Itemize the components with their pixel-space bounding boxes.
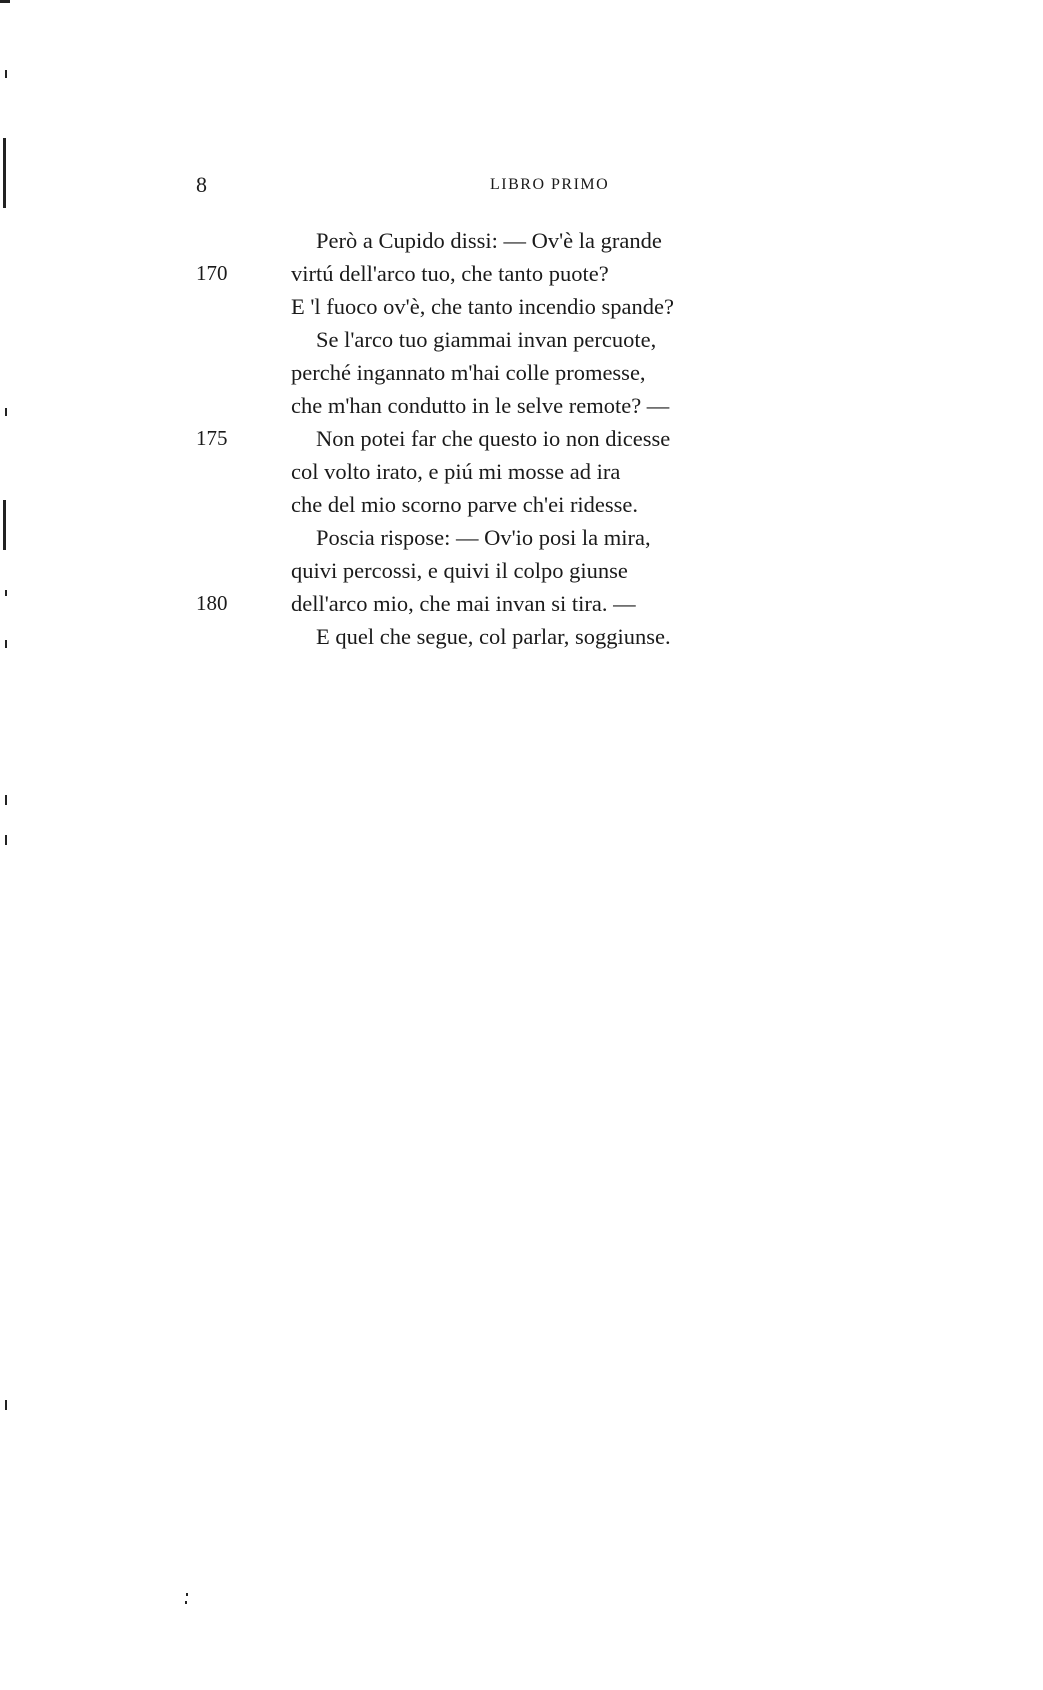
scan-mark [5,640,7,648]
verse-line [0,327,1043,360]
verse-text: Però a Cupido dissi: — Ov'è la grande [316,228,662,253]
scan-mark [186,1593,188,1596]
verse-line [0,294,1043,327]
scan-mark [5,835,7,845]
verse-text: quivi percossi, e quivi il colpo giunse [291,558,628,583]
verse-text: E quel che segue, col parlar, soggiunse. [316,624,671,649]
verse-line [0,261,1043,294]
scan-mark [5,408,7,416]
verse-line [0,393,1043,426]
verse-line [0,492,1043,525]
verse-line [0,228,1043,261]
line-number: 175 [196,426,228,450]
scan-mark [5,795,7,805]
scan-mark [3,500,6,550]
verse-text: che del mio scorno parve ch'ei ridesse. [291,492,639,517]
verse-line [0,426,1043,459]
running-head: LIBRO PRIMO [490,176,610,193]
verse-line [0,591,1043,624]
scan-mark [0,0,10,3]
verse-text: perché ingannato m'hai colle promesse, [291,360,646,385]
verse-text: dell'arco mio, che mai invan si tira. — [291,591,636,616]
verse-text: Se l'arco tuo giammai invan percuote, [316,327,657,352]
verse-line [0,525,1043,558]
verse-text: E 'l fuoco ov'è, che tanto incendio spande? [291,294,674,319]
verse-text: Poscia rispose: — Ov'io posi la mira, [316,525,651,550]
scan-mark [5,590,7,596]
scan-mark [5,70,7,78]
verse-line [0,558,1043,591]
scan-mark [3,138,6,208]
scan-mark [5,1400,7,1410]
page-number: 8 [196,172,207,197]
verse-text: col volto irato, e piú mi mosse ad ira [291,459,621,484]
scan-mark [185,1601,187,1604]
verse-text: Non potei far che questo io non dicesse [316,426,671,451]
verse-line [0,459,1043,492]
verse-line [0,624,1043,657]
verse-line [0,360,1043,393]
verse-text: virtú dell'arco tuo, che tanto puote? [291,261,609,286]
verse-text: che m'han condutto in le selve remote? — [291,393,670,418]
line-number: 180 [196,591,228,615]
line-number: 170 [196,261,228,285]
